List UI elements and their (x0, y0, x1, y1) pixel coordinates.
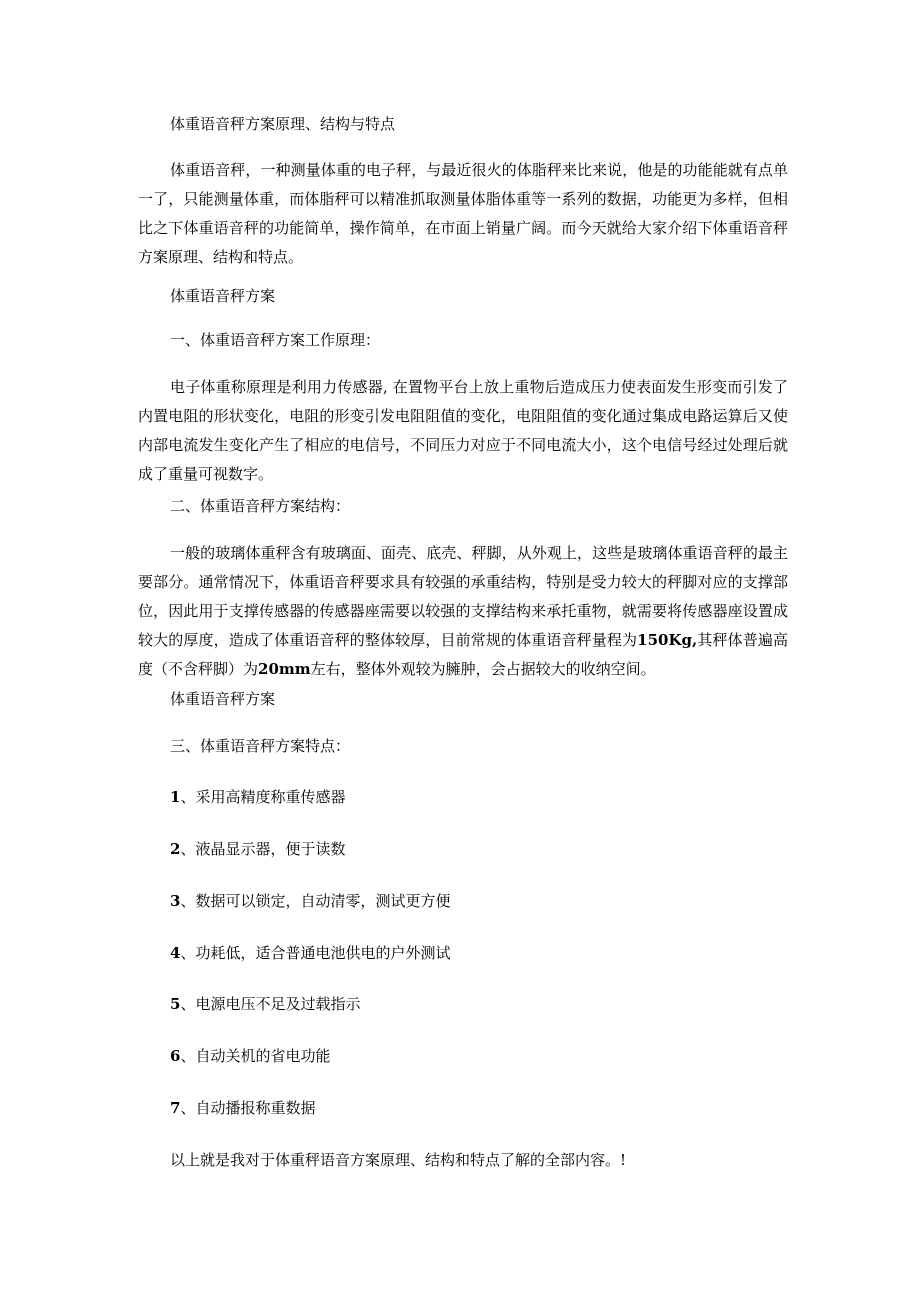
feature-text: 、数据可以锁定，自动清零，测试更方便 (180, 892, 451, 910)
feature-text: 、自动播报称重数据 (180, 1099, 316, 1117)
feature-number: 5 (170, 995, 181, 1013)
document-title: 体重语音秤方案原理、结构与特点 (170, 115, 396, 133)
heading-scheme-1: 体重语音秤方案 (170, 287, 276, 305)
feature-number: 2 (170, 840, 181, 858)
feature-number: 7 (170, 1099, 181, 1117)
feature-number: 4 (170, 944, 181, 962)
height-value: 20mm (258, 660, 311, 678)
section-3-title: 三、体重语音秤方案特点： (170, 737, 351, 755)
feature-item-7 (170, 1098, 315, 1118)
feature-text: 、液晶显示器，便于读数 (180, 840, 346, 858)
range-value: 150Kg, (637, 631, 698, 649)
feature-number: 3 (170, 892, 181, 910)
feature-number: 1 (170, 788, 181, 806)
section-1-title: 一、体重语音秤方案工作原理： (170, 331, 381, 349)
feature-text: 、自动关机的省电功能 (180, 1047, 331, 1065)
feature-text: 、功耗低，适合普通电池供电的户外测试 (180, 944, 451, 962)
conclusion-paragraph: 以上就是我对于体重秤语音方案原理、结构和特点了解的全部内容。! (170, 1151, 627, 1169)
section-2-title: 二、体重语音秤方案结构： (170, 497, 351, 515)
feature-text: 、电源电压不足及过载指示 (180, 995, 361, 1013)
intro-paragraph: 体重语音秤，一种测量体重的电子秤，与最近很火的体脂秤来比来说，他是的功能能就有点单一了，只能测量体重，而体脂秤可以精准抓取测量体脂体重等一系列的数据，功能更为多样，但相比之下体重语音秤的功能简单，操作简单，在市面上销量广阔。而今天就给大家介绍下体重语音秤方案原理、结构和特点。 (138, 161, 788, 266)
section-2-body-text-3: 左右，整体外观较为臃肿，会占据较大的收纳空间。 (310, 660, 656, 678)
section-2-body (138, 539, 788, 684)
feature-item-1 (170, 787, 345, 807)
feature-item-3 (170, 891, 450, 911)
feature-item-2 (170, 839, 345, 859)
feature-number: 6 (170, 1047, 181, 1065)
section-1-body: 电子体重称原理是利用力传感器, 在置物平台上放上重物后造成压力使表面发生形变而引发了内置电阻的形状变化，电阻的形变引发电阻阻值的变化，电阻阻值的变化通过集成电路运算后又使内部电流发生变化产生了相应的电信号，不同压力对应于不同电流大小，这个电信号经过处理后就成了重量可视数字。 (138, 378, 788, 483)
heading-scheme-2: 体重语音秤方案 (170, 690, 276, 708)
section-2-body-text-1: 一般的玻璃体重秤含有玻璃面、面壳、底壳、秤脚，从外观上，这些是玻璃体重语音秤的最主要部分。通常情况下，体重语音秤要求具有较强的承重结构，特别是受力较大的秤脚对应的支撑部位，因此用于支撑传感器的传感器座需要以较强的支撑结构来承托重物，就需要将传感器座设置成较大的厚度，造成了体重语音秤的整体较厚，目前常规的体重语音秤量程为 (138, 544, 788, 649)
feature-text: 、采用高精度称重传感器 (180, 788, 346, 806)
section-2-body-text-2: 其秤体普遍高度（不含秤脚）为 (138, 631, 788, 678)
feature-item-5 (170, 994, 360, 1014)
feature-item-6 (170, 1046, 330, 1066)
feature-item-4 (170, 943, 450, 963)
